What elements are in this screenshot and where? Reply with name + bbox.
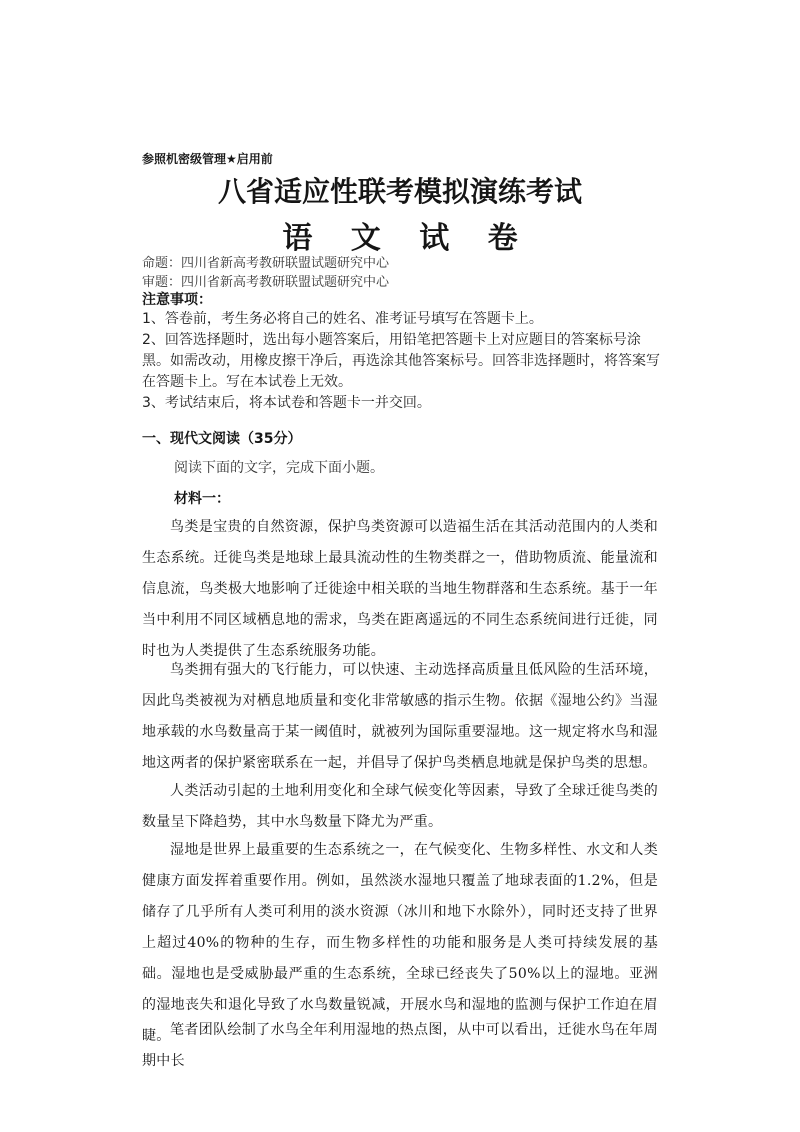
notice-heading: 注意事项： [142, 292, 212, 308]
paragraph: 人类活动引起的土地利用变化和全球气候变化等因素，导致了全球迁徙鸟类的数量呈下降趋势，其中水鸟数量下降尤为严重。 [142, 783, 658, 830]
exam-subtitle: 语 文 试 卷 [282, 221, 532, 256]
notice-item: 3、考试结束后，将本试卷和答题卡一并交回。 [142, 395, 431, 411]
confidentiality-mark: 参照机密级管理★启用前 [142, 152, 273, 166]
reviewer-line: 审题：四川省新高考教研联盟试题研究中心 [142, 275, 390, 290]
author-line: 命题：四川省新高考教研联盟试题研究中心 [142, 256, 390, 271]
notice-item: 1、答卷前，考生务必将自己的姓名、准考证号填写在答题卡上。 [142, 311, 543, 327]
paragraph: 笔者团队绘制了水鸟全年利用湿地的热点图，从中可以看出，迁徙水鸟在年周期中长 [142, 1022, 658, 1069]
material-heading: 材料一： [174, 491, 230, 507]
notice-item: 2、回答选择题时，选出每小题答案后，用铅笔把答题卡上对应题目的答案标号涂黑。如需改动，用橡皮擦干净后，再选涂其他答案标号。回答非选择题时，将答案写在答题卡上。写在本试卷上无效。 [142, 332, 660, 390]
exam-title: 八省适应性联考模拟演练考试 [217, 175, 582, 208]
paragraph: 湿地是世界上最重要的生态系统之一，在气候变化、生物多样性、水文和人类健康方面发挥着重要作用。例如，虽然淡水湿地只覆盖了地球表面的1.2%，但是储存了几乎所有人类可利用的淡水资源（冰川和地下水除外），同时还支持了世界上超过40%的物种的生存，而生物多样性的功能和服务是人类可持续发展的基础。湿地也是受威胁最严重的生态系统，全球已经丧失了50%以上的湿地。亚洲的湿地丧失和退化导致了水鸟数量锐减，开展水鸟和湿地的监测与保护工作迫在眉睫。 [142, 842, 658, 1044]
paragraph: 鸟类是宝贵的自然资源，保护鸟类资源可以造福生活在其活动范围内的人类和生态系统。迁徙鸟类是地球上最具流动性的生物类群之一，借助物质流、能量流和信息流，鸟类极大地影响了迁徙途中相关联的当地生物群落和生态系统。基于一年当中利用不同区域栖息地的需求，鸟类在距离遥远的不同生态系统间进行迁徙，同时也为人类提供了生态系统服务功能。 [142, 519, 658, 659]
section-heading: 一、现代文阅读（35分） [142, 431, 302, 447]
section-instruction: 阅读下面的文字，完成下面小题。 [174, 460, 384, 476]
paragraph: 鸟类拥有强大的飞行能力，可以快速、主动选择高质量且低风险的生活环境，因此鸟类被视为对栖息地质量和变化非常敏感的指示生物。依据《湿地公约》当湿地承载的水鸟数量高于某一阈值时，就被列为国际重要湿地。这一规定将水鸟和湿地这两者的保护紧密联系在一起，并倡导了保护鸟类栖息地就是保护鸟类的思想。 [142, 662, 658, 771]
